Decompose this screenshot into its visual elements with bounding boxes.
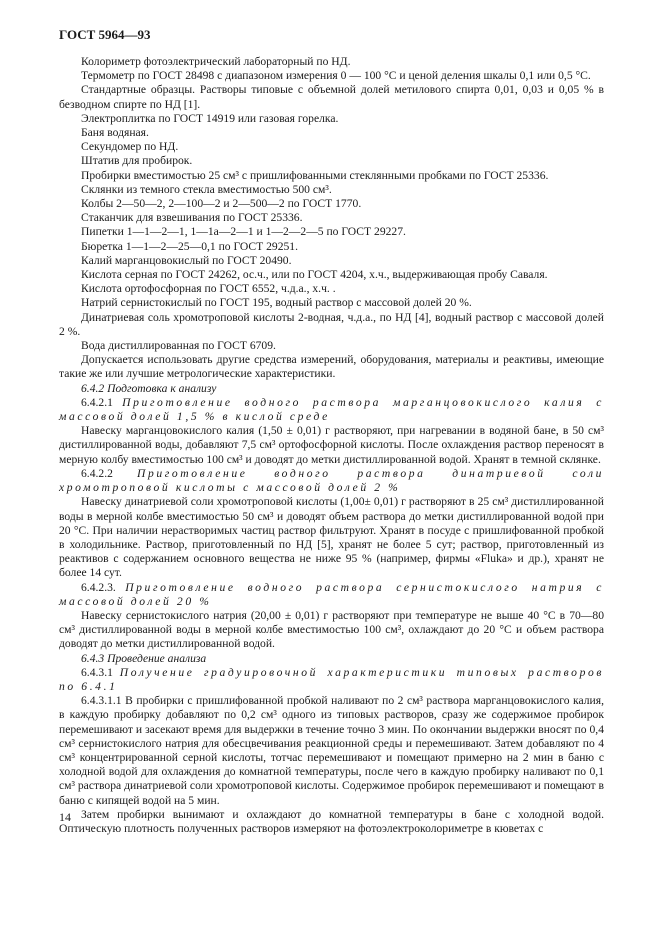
document-header: ГОСТ 5964—93 bbox=[59, 27, 151, 42]
equipment-line: Баня водяная. bbox=[81, 126, 149, 140]
equipment-line: Штатив для пробирок. bbox=[81, 154, 193, 168]
section-number: 6.4.3.1 bbox=[81, 665, 120, 679]
equipment-line: Кислота серная по ГОСТ 24262, ос.ч., или по ГОСТ 4204, х.ч., выдерживающая пробу Саваля. bbox=[81, 268, 548, 282]
equipment-line: Бюретка 1—1—2—25—0,1 по ГОСТ 29251. bbox=[81, 239, 299, 253]
subsection-title-6-4-2-1 bbox=[59, 396, 604, 424]
equipment-line: Вода дистиллированная по ГОСТ 6709. bbox=[81, 339, 276, 353]
equipment-line: Динатриевая соль хромотроповой кислоты 2-водная, ч.д.а., по НД [4], водный раствор с массовой долей 2 %. bbox=[59, 310, 604, 338]
equipment-line: Пипетки 1—1—2—1, 1—1а—2—1 и 1—2—2—5 по ГОСТ 29227. bbox=[81, 225, 406, 239]
paragraph: Навеску динатриевой соли хромотроповой кислоты (1,00± 0,01) г растворяют в 25 см³ дистиллированной воды в мерной колбе вместимостью 50 см³ и доводят объем раствора до метки дистиллированной водой при 20 °С. При наличии нерастворимых частиц раствор фильтруют. Хранят в посуде с пришлифованной пробкой в холодильнике. Раствор, приготовленный по НД [5], хранят не более 5 сут; раствор, приготовленный из реактивов с содержанием основного вещества не ниже 95 % (например, фирмы «Fluka» и др.), хранят не более 14 сут. bbox=[59, 495, 604, 580]
subsection-title-6-4-2-2 bbox=[59, 467, 604, 495]
equipment-line: Пробирки вместимостью 25 см³ с пришлифованными стеклянными пробками по ГОСТ 25336. bbox=[81, 168, 549, 182]
section-number: 6.4.2.1 bbox=[81, 395, 123, 409]
section-title: Приготовление водного раствора сернистокислого натрия с массовой долей 20 % bbox=[59, 580, 604, 608]
paragraph: Затем пробирки вынимают и охлаждают до комнатной температуры в бане с холодной водой. Оптическую плотность полученных растворов измеряют на фотоэлектроколориметре в кюветах с bbox=[59, 807, 604, 835]
section-title: Получение градуировочной характеристики типовых растворов по 6.4.1 bbox=[59, 665, 604, 693]
section-number: 6.4.2.2 bbox=[81, 466, 137, 480]
equipment-line: Секундомер по НД. bbox=[81, 140, 179, 154]
paragraph: Навеску марганцовокислого калия (1,50 ± 0,01) г растворяют, при нагревании в водяной бане, в 50 см³ дистиллированной воды, добавляют 7,5 см³ ортофосфорной кислоты. После охлаждения раствор переносят в мерную колбу вместимостью 100 см³ и доводят до метки дистиллированной водой. Хранят в темной склянке. bbox=[59, 424, 604, 466]
paragraph: Навеску сернистокислого натрия (20,00 ± 0,01) г растворяют при температуре не выше 40 °С в 70—80 см³ дистиллированной воды в мерной колбе вместимостью 100 см³, охлаждают до 20 °С и объем раствора доводят до метки дистиллированной водой. bbox=[59, 608, 604, 651]
paragraph: 6.4.3.1.1 В пробирки с пришлифованной пробкой наливают по 2 см³ раствора марганцовокислого калия, в каждую пробирку добавляют по 0,2 см³ одного из типовых растворов, сразу же содержимое пробирок перемешивают и засекают время для выдержки в течение точно 3 мин. По окончании выдержки вносят по 0,4 см³ сернистокислого натрия для обесцвечивания реакционной среды и перемешивают. Затем добавляют по 4 см³ концентрированной серной кислоты, тотчас перемешивают и помещают примерно на 2 мин в баню с холодной водой для охлаждения до комнатной температуры, после чего в каждую пробирку наливают по 0,1 см³ раствора динатриевой соли хромотроповой кислоты. Содержимое пробирок перемешивают и помещают в баню с кипящей водой на 5 мин. bbox=[59, 694, 604, 807]
equipment-line: Калий марганцовокислый по ГОСТ 20490. bbox=[81, 253, 292, 267]
equipment-line: Склянки из темного стекла вместимостью 500 см³. bbox=[81, 182, 332, 196]
equipment-line: Кислота ортофосфорная по ГОСТ 6552, ч.д.а., х.ч. . bbox=[81, 282, 336, 296]
section-heading-6-4-3: 6.4.3 Проведение анализа bbox=[81, 651, 207, 665]
equipment-line: Колбы 2—50—2, 2—100—2 и 2—500—2 по ГОСТ 1770. bbox=[81, 197, 362, 211]
subsection-title-6-4-2-3 bbox=[59, 581, 604, 609]
page-number: 14 bbox=[59, 810, 71, 824]
section-title: Приготовление водного раствора марганцовокислого калия с массовой долей 1,5 % в кислой среде bbox=[59, 395, 604, 424]
equipment-line: Допускается использовать другие средства измерений, оборудования, материалы и реактивы, имеющие такие же или лучшие метрологические характеристики. bbox=[59, 353, 604, 381]
equipment-line: Термометр по ГОСТ 28498 с диапазоном измерения 0 — 100 °С и ценой деления шкалы 0,1 или 0,5 °С. bbox=[81, 69, 591, 83]
section-heading-6-4-2: 6.4.2 Подготовка к анализу bbox=[81, 381, 217, 395]
equipment-line: Стандартные образцы. Растворы типовые с объемной долей метилового спирта 0,01, 0,03 и 0,05 % в безводном спирте по НД [1]. bbox=[59, 83, 604, 111]
equipment-line: Натрий сернистокислый по ГОСТ 195, водный раствор с массовой долей 20 %. bbox=[81, 296, 472, 310]
section-number: 6.4.2.3. bbox=[81, 580, 126, 594]
subsection-title-6-4-3-1 bbox=[59, 666, 604, 694]
equipment-line: Колориметр фотоэлектрический лабораторный по НД. bbox=[81, 55, 351, 68]
document-body bbox=[59, 55, 604, 836]
equipment-line: Стаканчик для взвешивания по ГОСТ 25336. bbox=[81, 211, 303, 225]
section-title: Приготовление водного раствора динатриевой соли хромотроповой кислоты с массовой долей 2 % bbox=[59, 466, 604, 495]
equipment-line: Электроплитка по ГОСТ 14919 или газовая горелка. bbox=[81, 111, 339, 125]
